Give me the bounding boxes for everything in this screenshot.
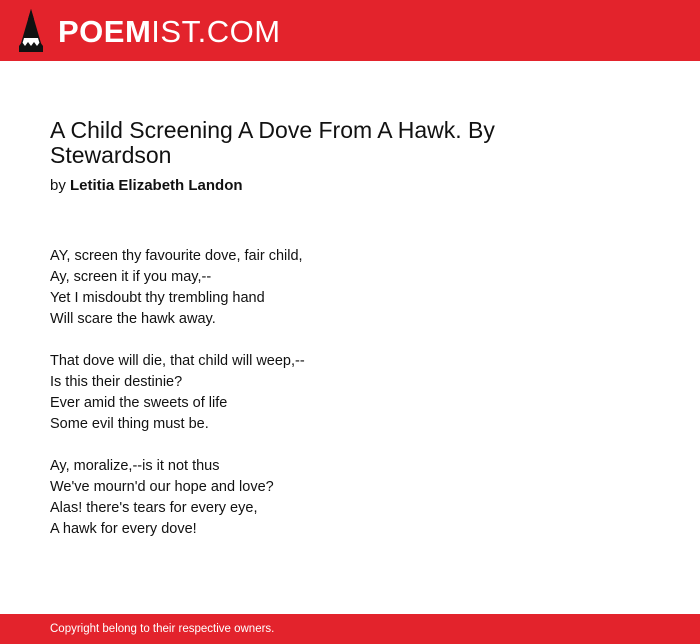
stanza	[50, 456, 570, 540]
by-label: by	[50, 177, 66, 194]
poem-line: Some evil thing must be.	[50, 416, 209, 432]
poem-line: We've mourn'd our hope and love?	[50, 479, 274, 495]
poem-content	[50, 118, 570, 561]
byline	[50, 176, 570, 196]
poem-line: Alas! there's tears for every eye,	[50, 500, 258, 516]
poem-line: AY, screen thy favourite dove, fair child,	[50, 248, 303, 264]
poem-line: Will scare the hawk away.	[50, 311, 216, 327]
poem-line: That dove will die, that child will weep,--	[50, 353, 305, 369]
site-brand	[58, 13, 281, 49]
site-header	[0, 0, 700, 61]
stanza	[50, 246, 570, 330]
poem-line: Is this their destinie?	[50, 374, 183, 390]
copyright-notice: Copyright belong to their respective owners.	[50, 623, 275, 635]
pencil-tip-icon	[18, 8, 44, 54]
poem-line: Yet I misdoubt thy trembling hand	[50, 290, 265, 306]
poem-line: Ever amid the sweets of life	[50, 395, 228, 411]
stanza	[50, 351, 570, 435]
poem-body	[50, 246, 570, 540]
poem-line: Ay, screen it if you may,--	[50, 269, 212, 285]
brand-bold-text: POEM	[58, 13, 152, 49]
brand-light-text: IST.COM	[151, 13, 281, 49]
poem-line: Ay, moralize,--is it not thus	[50, 458, 220, 474]
poem-line: A hawk for every dove!	[50, 521, 197, 537]
page-title: A Child Screening A Dove From A Hawk. By Stewardson	[50, 117, 495, 168]
site-logo-link[interactable]	[18, 8, 281, 54]
author-link[interactable]: Letitia Elizabeth Landon	[70, 177, 243, 194]
site-footer	[0, 614, 700, 644]
